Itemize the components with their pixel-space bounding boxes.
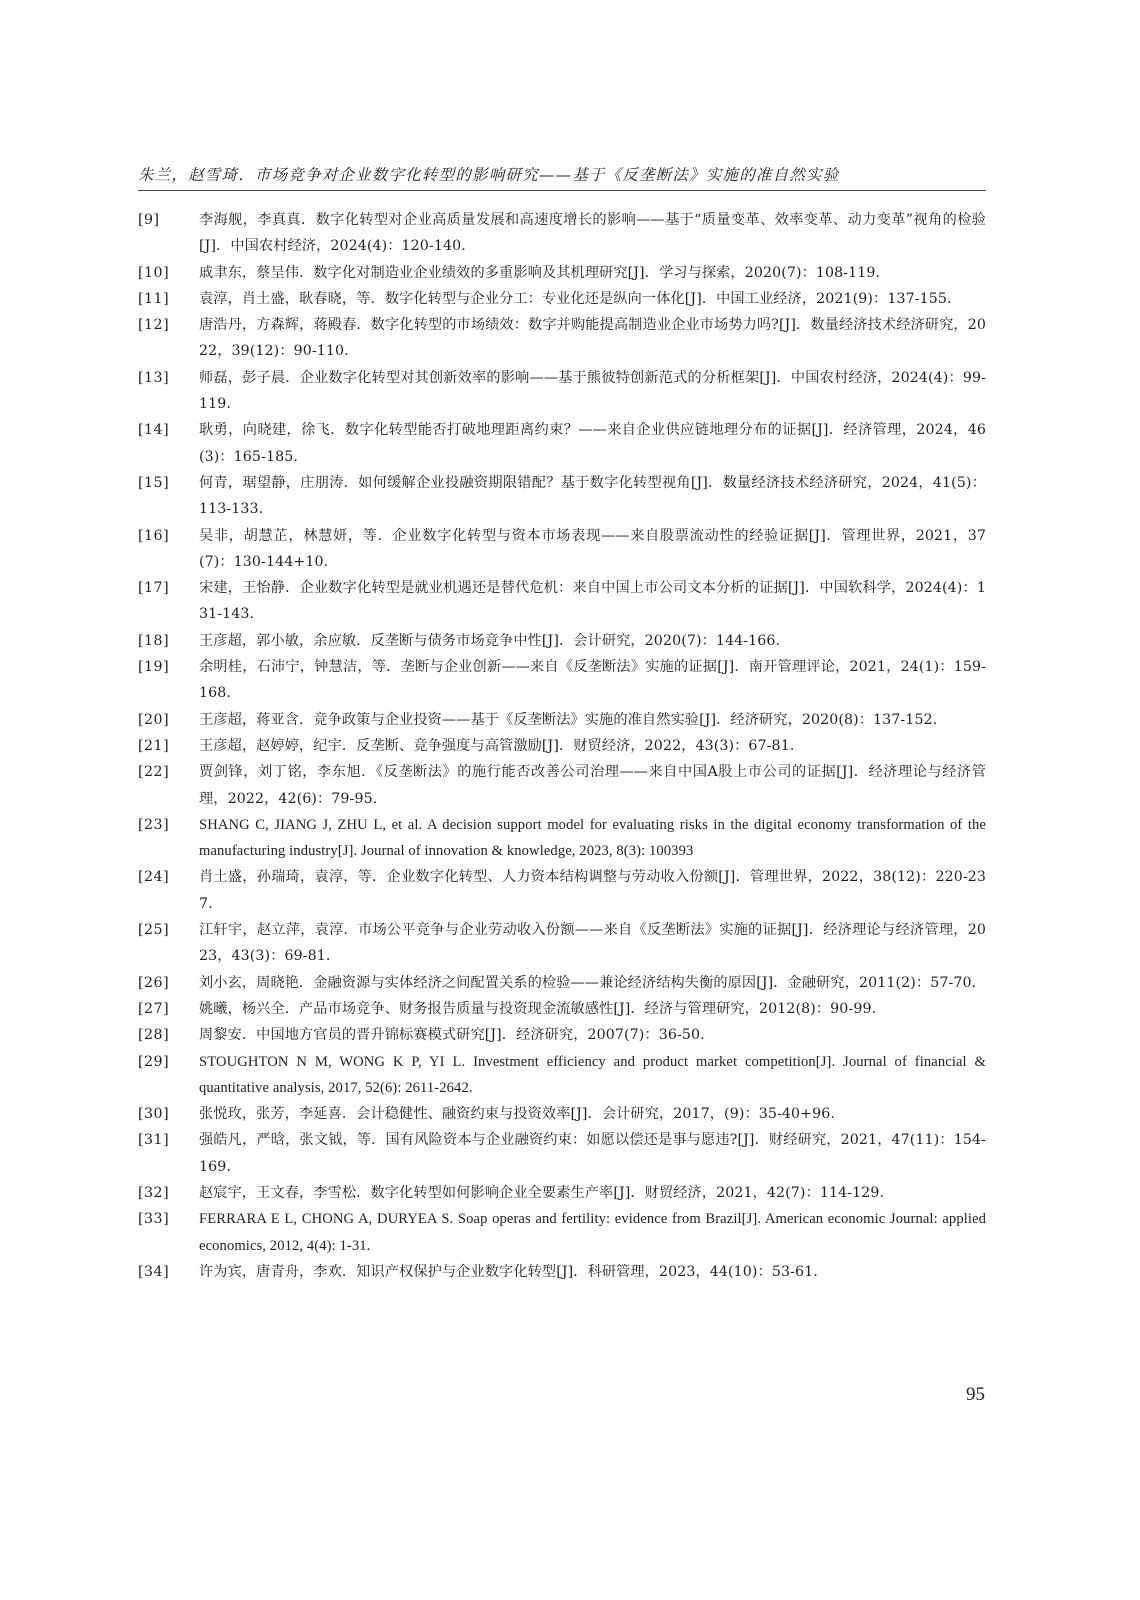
- reference-item: [138, 417, 986, 470]
- reference-item: [138, 733, 986, 759]
- reference-number: [18]: [138, 632, 170, 649]
- reference-text: FERRARA E L, CHONG A, DURYEA S. Soap operas and fertility: evidence from Brazil[J]. American economic Journal: applied economics, 2012, 4(4): 1-31.: [199, 1211, 986, 1254]
- reference-number: [34]: [138, 1263, 170, 1280]
- reference-number: [27]: [138, 1000, 170, 1017]
- reference-text: 强皓凡，严晗，张文钺，等．国有风险资本与企业融资约束：如愿以偿还是事与愿违?[J]．财经研究，2021，47(11)：154-169.: [199, 1132, 986, 1175]
- reference-item: [138, 1101, 986, 1127]
- reference-text: 何青，琚望静，庄朋涛．如何缓解企业投融资期限错配？基于数字化转型视角[J]．数量经济技术经济研究，2024，41(5)：113-133.: [199, 474, 986, 518]
- reference-item: [138, 207, 986, 260]
- reference-number: [30]: [138, 1106, 170, 1123]
- reference-text: 贾剑锋，刘丁铭，李东旭．《反垄断法》的施行能否改善公司治理——来自中国A股上市公司的证据[J]．经济理论与经济管理，2022，42(6)：79-95.: [199, 764, 986, 807]
- reference-text: 余明桂，石沛宁，钟慧洁，等．垄断与企业创新——来自《反垄断法》实施的证据[J]．南开管理评论，2021，24(1)：159-168.: [199, 659, 986, 702]
- running-header: 朱兰，赵雪琦．市场竞争对企业数字化转型的影响研究——基于《反垄断法》实施的准自然实验: [138, 166, 840, 184]
- reference-item: [138, 1022, 986, 1048]
- reference-list: [138, 207, 986, 1285]
- reference-item: [138, 917, 986, 970]
- reference-text: 戚聿东，蔡呈伟．数字化对制造业企业绩效的多重影响及其机理研究[J]．学习与探索，2020(7)：108-119.: [199, 264, 881, 281]
- reference-text: 姚曦，杨兴全．产品市场竞争、财务报告质量与投资现金流敏感性[J]．经济与管理研究，2012(8)：90-99.: [199, 1000, 877, 1017]
- reference-number: [26]: [138, 974, 170, 991]
- reference-number: [24]: [138, 869, 170, 886]
- reference-number: [21]: [138, 737, 170, 754]
- reference-text: 刘小玄，周晓艳．金融资源与实体经济之间配置关系的检验——兼论经济结构失衡的原因[J]．金融研究，2011(2)：57-70.: [199, 974, 977, 991]
- reference-item: [138, 365, 986, 418]
- reference-number: [16]: [138, 527, 170, 544]
- reference-number: [23]: [138, 816, 170, 833]
- reference-number: [33]: [138, 1211, 170, 1228]
- reference-item: [138, 286, 986, 312]
- reference-item: [138, 707, 986, 733]
- reference-item: [138, 1049, 986, 1102]
- reference-text: 耿勇，向晓建，徐飞．数字化转型能否打破地理距离约束？——来自企业供应链地理分布的证据[J]．经济管理，2024，46(3)：165-185.: [199, 422, 986, 465]
- reference-number: [22]: [138, 764, 170, 781]
- reference-number: [11]: [138, 290, 170, 307]
- reference-item: [138, 812, 986, 865]
- reference-text: 王彦超，郭小敏，余应敏．反垄断与债务市场竞争中性[J]．会计研究，2020(7)：144-166.: [199, 632, 781, 649]
- reference-number: [10]: [138, 264, 170, 281]
- page-number: 95: [966, 1384, 985, 1405]
- reference-text: 李海舰，李真真．数字化转型对企业高质量发展和高速度增长的影响——基于“质量变革、效率变革、动力变革”视角的检验[J]．中国农村经济，2024(4)：120-140.: [199, 212, 986, 255]
- reference-item: [138, 312, 986, 365]
- reference-text: STOUGHTON N M, WONG K P, YI L. Investment efficiency and product market competition[J]. Journal of financial & quantitative analysis, 2017, 52(6): 2611-2642.: [199, 1053, 986, 1096]
- reference-item: [138, 628, 986, 654]
- reference-text: 袁淳，肖土盛，耿春晓，等．数字化转型与企业分工：专业化还是纵向一体化[J]．中国工业经济，2021(9)：137-155.: [199, 290, 952, 307]
- reference-item: [138, 970, 986, 996]
- reference-number: [31]: [138, 1132, 170, 1149]
- reference-number: [17]: [138, 580, 170, 597]
- reference-number: [29]: [138, 1053, 170, 1070]
- reference-item: [138, 1259, 986, 1285]
- reference-item: [138, 1127, 986, 1180]
- reference-number: [12]: [138, 317, 170, 334]
- reference-item: [138, 864, 986, 917]
- reference-number: [28]: [138, 1027, 170, 1044]
- reference-text: 王彦超，蒋亚含．竞争政策与企业投资——基于《反垄断法》实施的准自然实验[J]．经济研究，2020(8)：137-152.: [199, 711, 938, 728]
- reference-item: [138, 1206, 986, 1259]
- reference-number: [13]: [138, 369, 170, 386]
- reference-item: [138, 654, 986, 707]
- reference-number: [14]: [138, 422, 170, 439]
- reference-number: [32]: [138, 1184, 170, 1201]
- reference-item: [138, 1180, 986, 1206]
- reference-number: [20]: [138, 711, 170, 728]
- reference-text: SHANG C, JIANG J, ZHU L, et al. A decision support model for evaluating risks in the digital economy transformation of the manufacturing industry[J]. Journal of innovation & knowledge, 2023, 8(3): 100393: [199, 816, 986, 860]
- reference-text: 宋建，王怡静．企业数字化转型是就业机遇还是替代危机：来自中国上市公司文本分析的证据[J]．中国软科学，2024(4)：131-143.: [199, 580, 986, 623]
- reference-number: [25]: [138, 922, 170, 939]
- reference-text: 周黎安．中国地方官员的晋升锦标赛模式研究[J]．经济研究，2007(7)：36-50.: [199, 1027, 705, 1044]
- reference-text: 吴非，胡慧芷，林慧妍，等．企业数字化转型与资本市场表现——来自股票流动性的经验证据[J]．管理世界，2021，37(7)：130-144+10.: [199, 527, 986, 570]
- reference-number: [19]: [138, 659, 170, 676]
- reference-item: [138, 996, 986, 1022]
- reference-text: 王彦超，赵婷婷，纪宇．反垄断、竞争强度与高管激励[J]．财贸经济，2022，43(3)：67-81.: [199, 737, 795, 754]
- reference-item: [138, 759, 986, 812]
- reference-text: 赵宸宇，王文春，李雪松．数字化转型如何影响企业全要素生产率[J]．财贸经济，2021，42(7)：114-129.: [199, 1184, 885, 1201]
- reference-number: [15]: [138, 474, 170, 491]
- reference-text: 张悦玫，张芳，李延喜．会计稳健性、融资约束与投资效率[J]．会计研究，2017，(9)：35-40+96.: [199, 1106, 835, 1123]
- reference-item: [138, 575, 986, 628]
- reference-text: 许为宾，唐青舟，李欢．知识产权保护与企业数字化转型[J]．科研管理，2023，44(10)：53-61.: [199, 1263, 818, 1280]
- reference-text: 肖土盛，孙瑞琦，袁淳，等．企业数字化转型、人力资本结构调整与劳动收入份额[J]．管理世界，2022，38(12)：220-237.: [199, 869, 986, 912]
- reference-text: 师磊，彭子晨．企业数字化转型对其创新效率的影响——基于熊彼特创新范式的分析框架[J]．中国农村经济，2024(4)：99-119.: [199, 369, 986, 413]
- reference-item: [138, 523, 986, 576]
- reference-item: [138, 260, 986, 286]
- reference-item: [138, 470, 986, 523]
- reference-text: 唐浩丹，方森辉，蒋殿春．数字化转型的市场绩效：数字并购能提高制造业企业市场势力吗?[J]．数量经济技术经济研究，2022，39(12)：90-110.: [199, 317, 986, 360]
- reference-number: [9]: [138, 212, 160, 228]
- header-rule: [138, 190, 986, 191]
- reference-text: 江轩宇，赵立萍，袁淳．市场公平竞争与企业劳动收入份额——来自《反垄断法》实施的证据[J]．经济理论与经济管理，2023，43(3)：69-81.: [199, 922, 986, 965]
